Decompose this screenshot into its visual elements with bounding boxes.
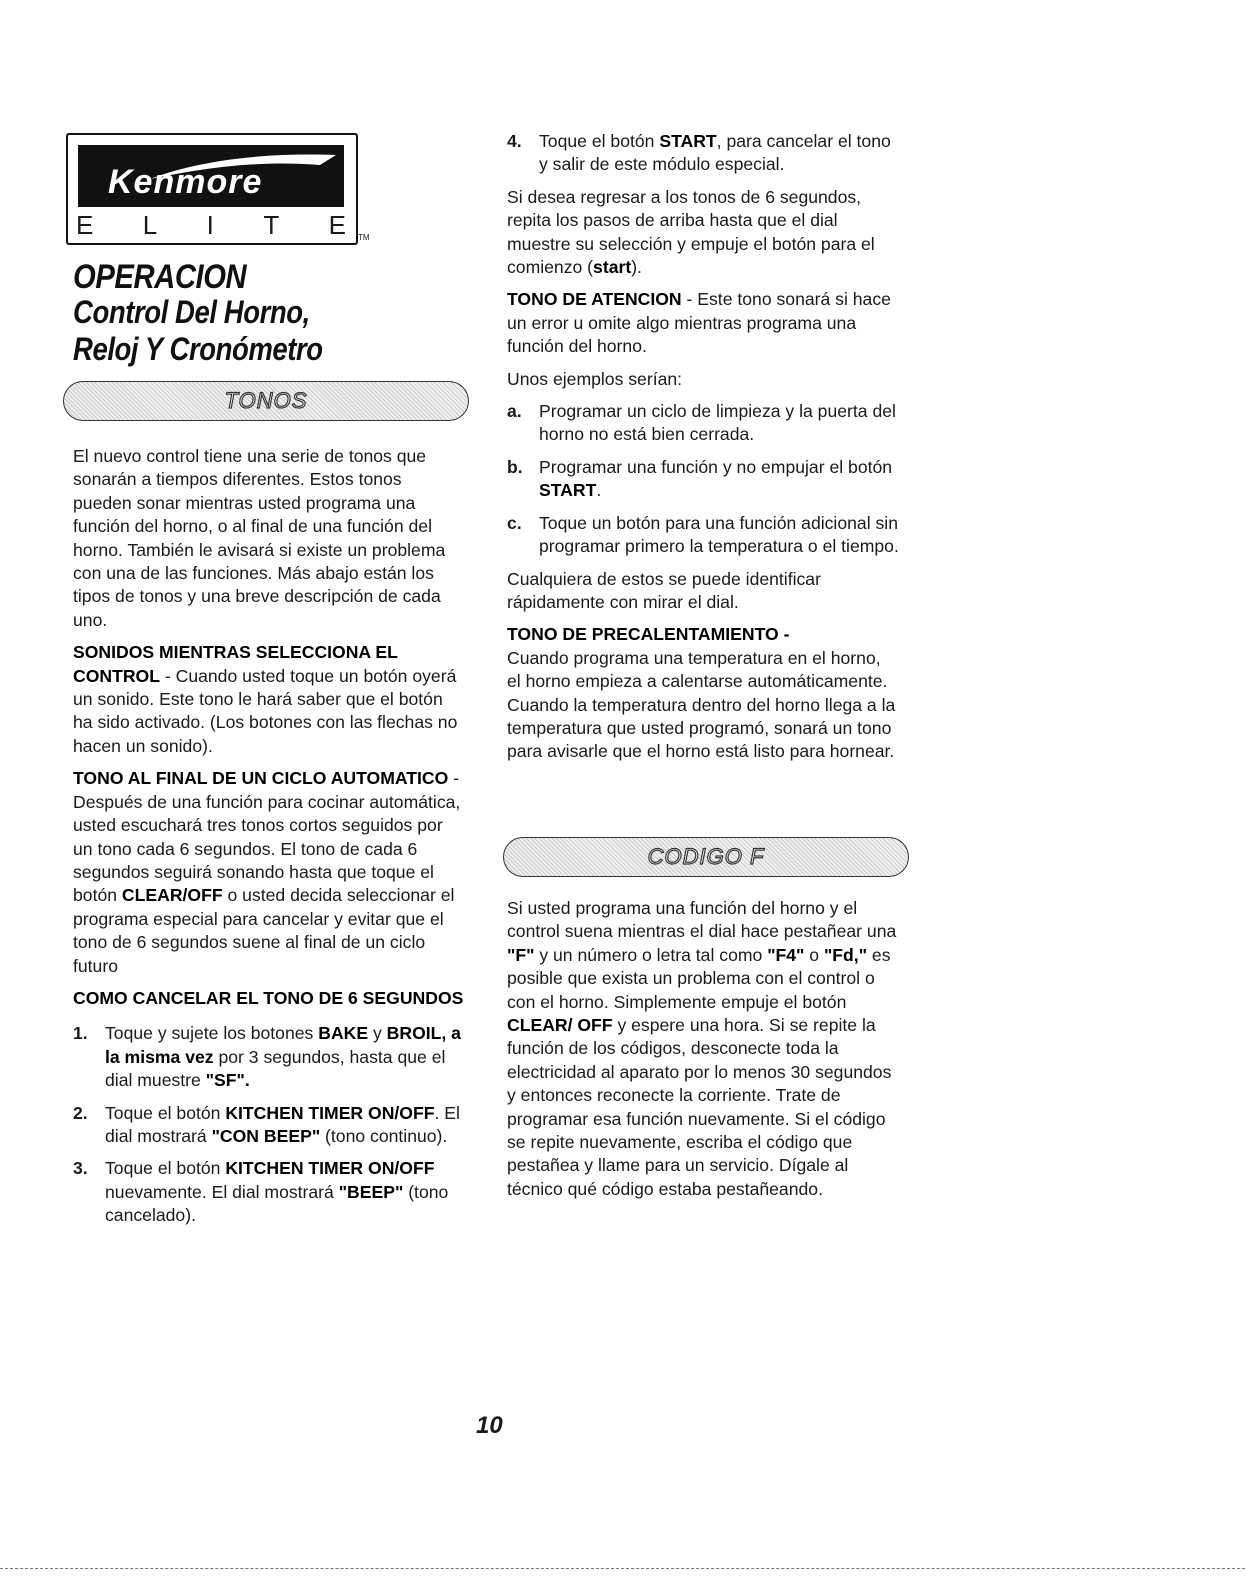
list-item: [73, 1157, 465, 1227]
section-banner-label: CODIGO F: [647, 844, 765, 869]
atencion-label: TONO DE ATENCION: [507, 289, 682, 310]
code-f: "F": [507, 944, 535, 965]
page-subtitle-2: Reloj Y Cronómetro: [73, 331, 323, 367]
intro-paragraph: El nuevo control tiene una serie de tonos que sonarán a tiempos diferentes. Estos tonos pueden sonar mientras usted programa una función del horno, o al final de una función del horno. También le avisará si existe un problema con una de las funciones. Más abajo están los tipos de tonos y una breve descripción de cada uno.: [73, 446, 446, 630]
step-text: (tono cancelado).: [105, 1181, 449, 1226]
step-text: Toque y sujete los botones: [105, 1023, 319, 1044]
item-text: Toque un botón para una función adicional sin programar primero la temperatura o el tiempo.: [539, 512, 899, 557]
logo-letter: T: [263, 210, 280, 240]
section-banner-codigo-f: [503, 837, 909, 877]
cualquiera-paragraph: Cualquiera de estos se puede identificar rápidamente con mirar el dial.: [507, 568, 821, 612]
atencion-paragraph: [507, 288, 899, 358]
final-ciclo-paragraph: [73, 767, 465, 978]
atencion-text: - Este tono sonará si hace un error u omite algo mientras programa una función del horno.: [507, 289, 891, 357]
precal-paragraph: Cuando programa una temperatura en el horno, el horno empieza a calentarse automáticamente. Cuando la temperatura dentro del horno llega a la temperatura que usted programó, sonará un tono para avisarle que el horno está listo para hornear.: [507, 647, 896, 762]
logo-band: [78, 145, 344, 207]
cancel-steps-list-continued: [507, 130, 899, 177]
regresar-text: Si desea regresar a los tonos de 6 segundos, repita los pasos de arriba hasta que el dial muestre su selección y empuje el botón para el comienzo (: [507, 186, 875, 278]
regresar-text: ).: [631, 257, 642, 278]
examples-list: [507, 400, 899, 558]
step-text: Toque el botón: [539, 131, 660, 151]
list-item: [507, 512, 899, 559]
step-key: START: [659, 131, 717, 151]
logo-letter: L: [142, 210, 158, 240]
kenmore-elite-logo: [66, 133, 370, 249]
precal-label: TONO DE PRECALENTAMIENTO -: [507, 624, 790, 645]
step-number: 3.: [73, 1158, 88, 1179]
cancelar-heading: COMO CANCELAR EL TONO DE 6 SEGUNDOS: [73, 987, 464, 1008]
codigo-text: Si usted programa una función del horno y el control suena mientras el dial hace pestañear una: [507, 898, 897, 942]
step-key: "BEEP": [338, 1181, 404, 1202]
step-text: . El dial mostrará: [105, 1102, 460, 1146]
bottom-rule: [0, 1568, 1245, 1569]
code-f4: "F4": [767, 944, 805, 965]
ejemplos-line: Unos ejemplos serían:: [507, 368, 683, 389]
step-number: 1.: [73, 1023, 88, 1044]
cancel-steps-list: [73, 1022, 465, 1227]
code-fd: "Fd,": [823, 944, 868, 965]
step-key: "SF".: [205, 1070, 250, 1091]
codigo-text: o: [804, 944, 824, 965]
sonidos-paragraph: [73, 641, 465, 758]
codigo-text: y espere una hora. Si se repite la función de los códigos, desconecte toda la electricidad al aparato por lo menos 30 segundos y entonces reconecte la corriente. Trate de programar esa función nuevamente. Si el código se repite nuevamente, escriba el código que pestañea y llame para un servicio. Dígale al técnico qué código estaba pestañeando.: [507, 1015, 892, 1199]
step-key: BROIL, a la misma vez: [105, 1023, 461, 1067]
item-key: START: [539, 480, 597, 501]
final-ciclo-text: - Después de una función para cocinar automática, usted escuchará tres tonos cortos seguidos por un tono cada 6 segundos. El tono de cada 6 segundos seguirá sonando hasta que toque el botón: [73, 768, 461, 906]
codigo-text: y un número o letra tal como: [534, 944, 768, 965]
logo-letter: I: [206, 210, 214, 240]
list-item: [507, 456, 899, 503]
final-ciclo-label: TONO AL FINAL DE UN CICLO AUTOMATICO: [73, 768, 449, 789]
key-clear-off: CLEAR/ OFF: [507, 1015, 613, 1036]
list-item: [73, 1022, 465, 1092]
logo-brand: Kenmore: [108, 163, 263, 201]
logo-elite: [76, 210, 346, 241]
list-item: [507, 400, 899, 447]
item-text: Programar un ciclo de limpieza y la puerta del horno no está bien cerrada.: [539, 401, 896, 445]
section-banner-tonos: [63, 381, 469, 421]
page-title: OPERACION: [73, 258, 247, 296]
section-banner-label: TONOS: [224, 388, 308, 413]
sonidos-label: SONIDOS MIENTRAS SELECCIONA EL CONTROL: [73, 642, 398, 686]
right-column: [507, 130, 899, 773]
step-key: BAKE: [318, 1023, 369, 1044]
item-text: .: [596, 480, 602, 501]
key-start: start: [593, 257, 632, 278]
list-item: [73, 1102, 465, 1149]
item-letter: a.: [507, 401, 522, 422]
page-number: 10: [476, 1412, 503, 1439]
step-key: KITCHEN TIMER ON/OFF: [225, 1158, 435, 1179]
logo-letter: E: [76, 210, 94, 240]
logo-letter: E: [328, 210, 346, 240]
step-text: (tono continuo).: [320, 1125, 448, 1146]
page-subtitle-1: Control Del Horno,: [73, 294, 310, 330]
trademark: TM: [358, 233, 370, 242]
item-letter: b.: [507, 456, 523, 477]
codigo-f-section: [507, 897, 899, 1210]
key-clear-off: CLEAR/OFF: [121, 885, 223, 906]
step-number: 2.: [73, 1102, 88, 1123]
left-column: [73, 445, 465, 1237]
sonidos-text: - Cuando usted toque un botón oyerá un sonido. Este tono le hará saber que el botón ha sido activado. (Los botones con las flechas no hacen un sonido).: [73, 665, 458, 756]
codigo-paragraph: [507, 897, 899, 1201]
item-letter: c.: [507, 512, 522, 533]
step-text: Toque el botón: [105, 1102, 226, 1123]
list-item: [507, 130, 899, 177]
regresar-paragraph: [507, 186, 899, 280]
step-key: "CON BEEP": [211, 1125, 321, 1146]
step-key: KITCHEN TIMER ON/OFF: [225, 1102, 435, 1123]
item-text: Programar una función y no empujar el botón: [539, 456, 893, 477]
step-text: , para cancelar el tono y salir de este módulo especial.: [539, 131, 891, 175]
step-number: 4.: [507, 131, 522, 151]
codigo-text: es posible que exista un problema con el control o con el horno. Simplemente empuje el botón: [507, 944, 891, 1012]
final-ciclo-text: o usted decida seleccionar el programa especial para cancelar y evitar que el tono de 6 segundos suene al final de un ciclo futuro: [73, 885, 455, 976]
step-text: nuevamente. El dial mostrará: [105, 1181, 339, 1202]
step-text: Toque el botón: [105, 1158, 226, 1179]
step-text: por 3 segundos, hasta que el dial muestre: [105, 1046, 446, 1091]
step-text: y: [368, 1023, 387, 1044]
